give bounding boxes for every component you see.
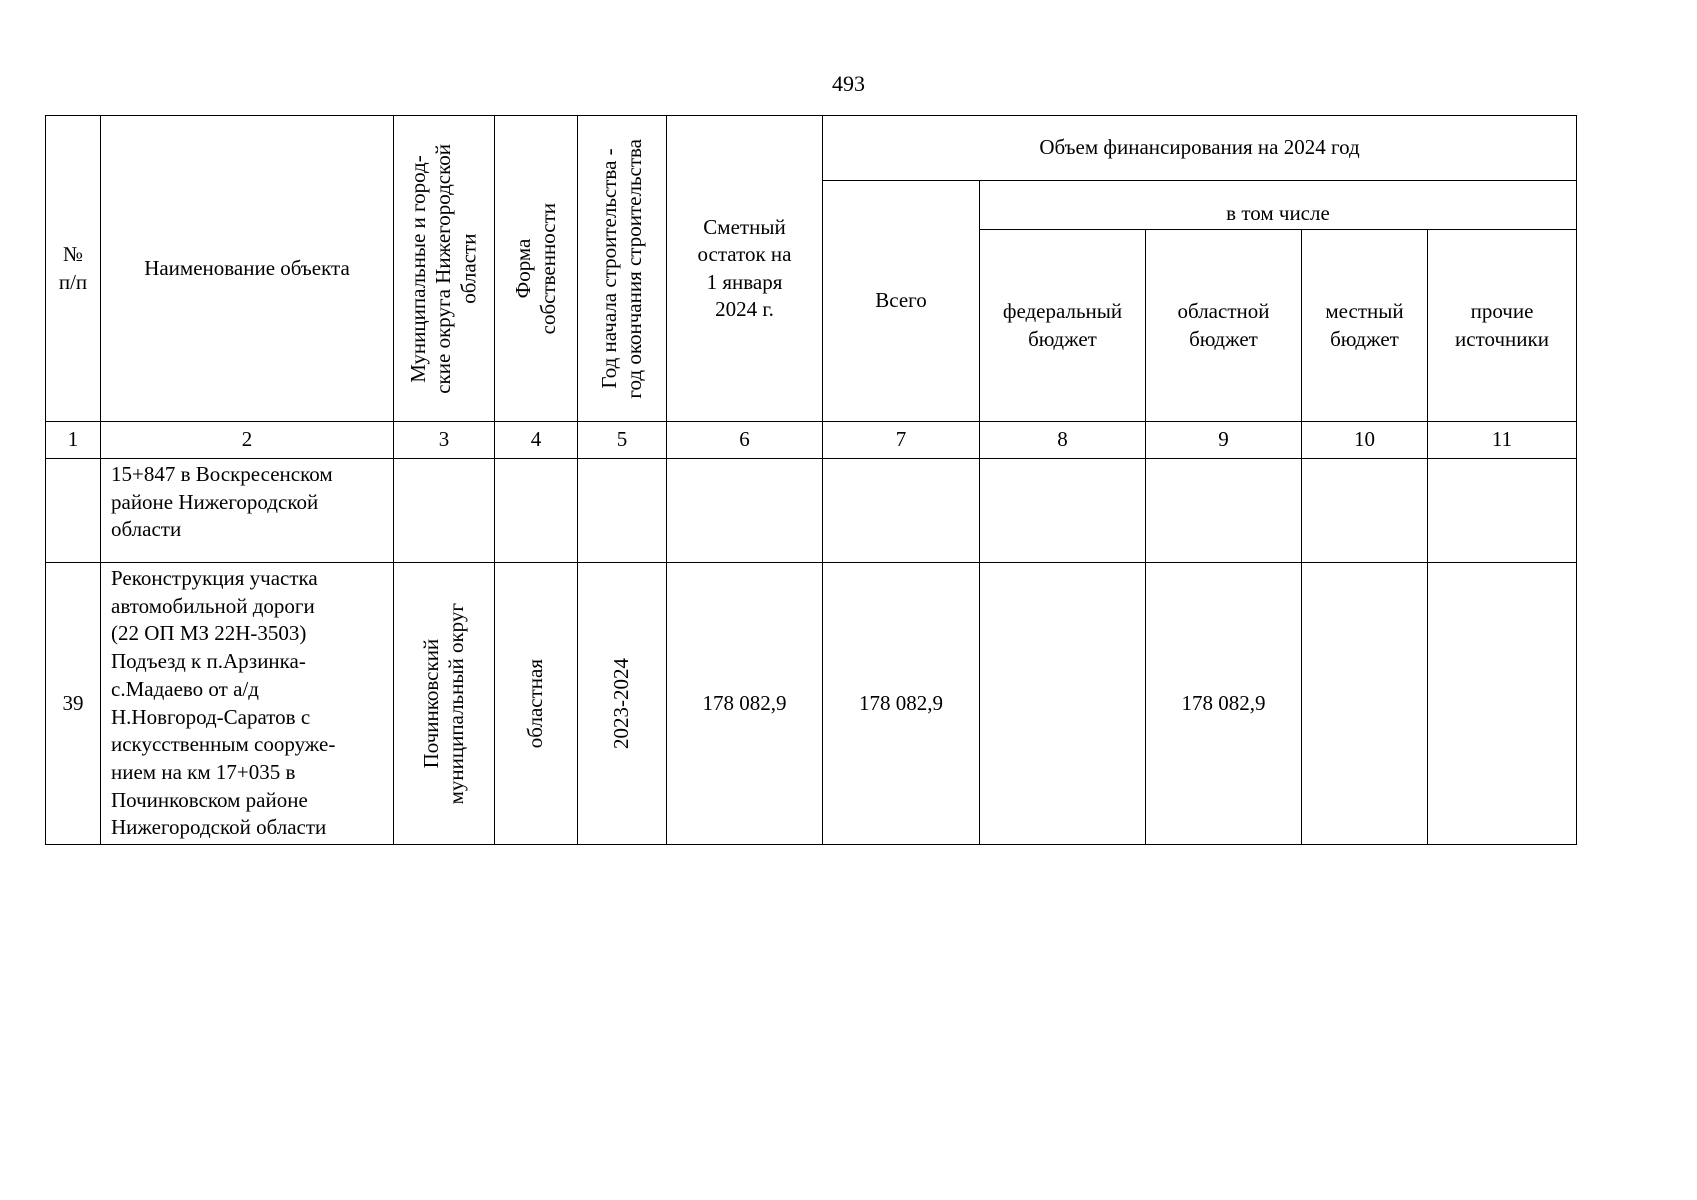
column-number: 10	[1302, 422, 1428, 459]
header-cell-other: прочие источники	[1428, 230, 1577, 422]
row-ownership-cell	[495, 563, 578, 845]
page-number: 493	[832, 71, 865, 96]
row-local	[1302, 459, 1428, 563]
header-cell-num: № п/п	[46, 116, 101, 422]
row-num	[46, 459, 101, 563]
row-federal	[980, 459, 1146, 563]
row-federal	[980, 563, 1146, 845]
row-other	[1428, 459, 1577, 563]
table-row	[46, 563, 1577, 845]
row-municipality: Починковский муниципальный округ	[418, 602, 468, 805]
header-cell-including: в том числе	[980, 181, 1577, 230]
row-remainder: 178 082,9	[667, 563, 823, 845]
row-years	[578, 459, 667, 563]
row-num: 39	[46, 563, 101, 845]
row-object-name: Реконструкция участка автомобильной дороги (22 ОП МЗ 22Н-3503) Подъезд к п.Арзинка- с.Мадаево от а/д Н.Новгород-Саратов с искусственным сооруже- нием на км 17+035 в Починковском районе Нижегородской области	[101, 563, 394, 845]
header-years-text: Год начала строительства - год окончания строительства	[596, 138, 646, 399]
row-remainder	[667, 459, 823, 563]
header-cell-total: Всего	[823, 181, 980, 422]
column-number: 5	[578, 422, 667, 459]
column-numbers-row	[46, 422, 1577, 459]
row-municipality-cell	[394, 563, 495, 845]
column-number: 6	[667, 422, 823, 459]
header-cell-years	[578, 116, 667, 422]
financing-table	[45, 115, 1577, 845]
row-years-cell	[578, 563, 667, 845]
header-row-1	[46, 116, 1577, 181]
row-regional: 178 082,9	[1146, 563, 1302, 845]
row-total	[823, 459, 980, 563]
row-municipality	[394, 459, 495, 563]
column-number: 9	[1146, 422, 1302, 459]
header-cell-funding-group: Объем финансирования на 2024 год	[823, 116, 1577, 181]
column-number: 2	[101, 422, 394, 459]
row-object-name: 15+847 в Воскресенском районе Нижегородской области	[101, 459, 394, 563]
header-cell-remainder: Сметный остаток на 1 января 2024 г.	[667, 116, 823, 422]
header-cell-ownership	[495, 116, 578, 422]
row-total: 178 082,9	[823, 563, 980, 845]
row-local	[1302, 563, 1428, 845]
header-cell-federal: федеральный бюджет	[980, 230, 1146, 422]
row-years: 2023-2024	[609, 658, 634, 749]
column-number: 4	[495, 422, 578, 459]
header-cell-regional: областной бюджет	[1146, 230, 1302, 422]
column-number: 3	[394, 422, 495, 459]
header-cell-name: Наименование объекта	[101, 116, 394, 422]
row-regional	[1146, 459, 1302, 563]
row-ownership: областная	[523, 658, 548, 749]
row-other	[1428, 563, 1577, 845]
row-ownership	[495, 459, 578, 563]
header-ownership-text: Форма собственности	[510, 202, 560, 335]
column-number: 11	[1428, 422, 1577, 459]
header-cell-municipality	[394, 116, 495, 422]
column-number: 8	[980, 422, 1146, 459]
header-cell-local: местный бюджет	[1302, 230, 1428, 422]
table-row	[46, 459, 1577, 563]
header-municipality-text: Муниципальные и город- ские округа Нижегородской области	[406, 143, 481, 394]
column-number: 7	[823, 422, 980, 459]
column-number: 1	[46, 422, 101, 459]
